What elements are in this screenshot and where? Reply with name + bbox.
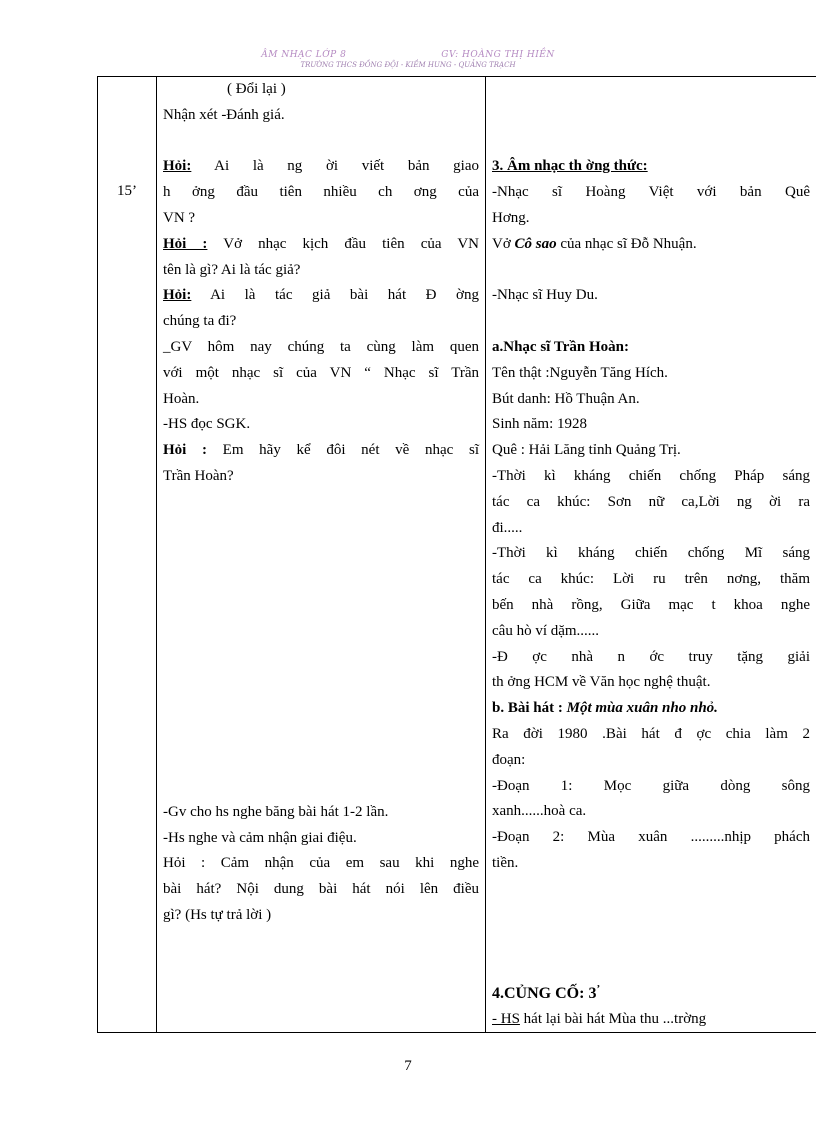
content-line: câu hò ví dặm...... <box>492 622 600 639</box>
content-line: -Đoạn 1: Mọc giữa dòng sông <box>492 777 810 794</box>
content-line: tiền. <box>492 854 519 871</box>
activity-line: ( Đổi lại ) <box>227 81 286 97</box>
content-line: tác ca khúc: Sơn nữ ca,Lời ng ời ra <box>492 493 810 510</box>
activity-line: Hoàn. <box>163 390 200 407</box>
content-line: -Nhạc sĩ Hoàng Việt với bản Quê <box>492 184 810 201</box>
content-line: Bút danh: Hồ Thuận An. <box>492 390 640 407</box>
activity-line: bài hát? Nội dung bài hát nói lên điều <box>163 881 479 898</box>
content-line: đi..... <box>492 519 523 536</box>
content-line: th ởng HCM về Văn học nghệ thuật. <box>492 674 711 691</box>
activity-line: VN ? <box>163 209 196 226</box>
section-heading-a: a.Nhạc sĩ Trần Hoàn: <box>492 338 629 355</box>
activity-line: h ởng đầu tiên nhiều ch ơng của <box>163 184 479 201</box>
page-number: 7 <box>404 1058 412 1074</box>
content-line: tác ca khúc: Lời ru trên nơng, thăm <box>492 571 810 588</box>
question-label: Hỏi: <box>163 158 192 175</box>
activity-line: Trần Hoàn? <box>163 467 234 484</box>
page-header-school: TRƯỜNG THCS ĐỒNG ĐỘI - KIỀM HUNG - QUẢNG TRẠCH <box>300 61 516 69</box>
content-line: -Đoạn 2: Mùa xuân .........nhịp phách <box>492 829 810 846</box>
question-label: Hỏi : <box>163 235 208 252</box>
activity-line: Hỏi: Ai là tác giả bài hát Đ ờng <box>163 287 479 304</box>
activity-line: -Gv cho hs nghe băng bài hát 1-2 lần. <box>163 803 389 820</box>
content-line: Tên thật :Nguyễn Tăng Hích. <box>492 364 668 381</box>
time-value: 15’ <box>117 183 137 199</box>
activity-line: chúng ta đi? <box>163 313 237 330</box>
content-line: xanh......hoà ca. <box>492 803 587 820</box>
activity-line: tên là gì? Ai là tác giả? <box>163 261 301 278</box>
content-line: Ra đời 1980 .Bài hát đ ợc chia làm 2 <box>492 725 810 742</box>
content-line: -Thời kì kháng chiến chống Pháp sáng <box>492 467 810 484</box>
activity-line: Hỏi: Ai là ng ời viết bản giao <box>163 158 479 175</box>
content-line: - HS hát lại bài hát Mùa thu ...trờng <box>492 1010 707 1027</box>
activity-line: -Hs nghe và cảm nhận giai điệu. <box>163 829 357 846</box>
activity-line: Nhận xét -Đánh giá. <box>163 106 285 123</box>
lesson-table <box>97 76 816 1033</box>
section-heading-b: b. Bài hát : Một mùa xuân nho nhỏ. <box>492 700 718 717</box>
content-line: Sinh năm: 1928 <box>492 416 588 433</box>
section-heading-3: 3. Âm nhạc th ờng thức: <box>492 158 648 175</box>
content-line: Quê : Hải Lăng tỉnh Quảng Trị. <box>492 442 681 459</box>
activity-line: Hỏi : Cảm nhận của em sau khi nghe <box>163 855 479 872</box>
content-line: bến nhà rồng, Giữa mạc t khoa nghe <box>492 596 810 613</box>
content-line: -Thời kì kháng chiến chống Mĩ sáng <box>492 545 810 562</box>
header-subject: ÂM NHẠC LỚP 8 <box>261 50 347 60</box>
time-column <box>98 77 157 1033</box>
header-teacher: GV: HOÀNG THỊ HIỀN <box>441 50 555 60</box>
activity-line: Hỏi : Vở nhạc kịch đầu tiên của VN <box>163 235 479 252</box>
section-heading-4: 4.CỦNG CỐ: 3’ <box>492 982 601 1002</box>
activity-column <box>157 77 486 1033</box>
content-line: -Nhạc sĩ Huy Du. <box>492 287 598 304</box>
content-column <box>486 77 816 1033</box>
content-line: Vở Cô sao của nhạc sĩ Đỗ Nhuận. <box>492 235 697 252</box>
activity-line: Hỏi : Em hãy kể đôi nét về nhạc sĩ <box>163 442 479 459</box>
content-line: đoạn: <box>492 751 526 768</box>
activity-line: _GV hôm nay chúng ta cùng làm quen <box>163 338 479 355</box>
question-label: Hỏi: <box>163 287 192 304</box>
page-header <box>0 50 816 60</box>
table-row <box>98 77 816 1033</box>
activity-line: -HS đọc SGK. <box>163 416 251 433</box>
question-label: Hỏi : <box>163 442 208 459</box>
content-line: Hơng. <box>492 209 530 226</box>
activity-line: gì? (Hs tự trả lời ) <box>163 906 272 923</box>
activity-line: với một nhạc sĩ của VN “ Nhạc sĩ Trần <box>163 364 479 381</box>
content-line: -Đ ợc nhà n ớc truy tặng giải <box>492 648 810 665</box>
